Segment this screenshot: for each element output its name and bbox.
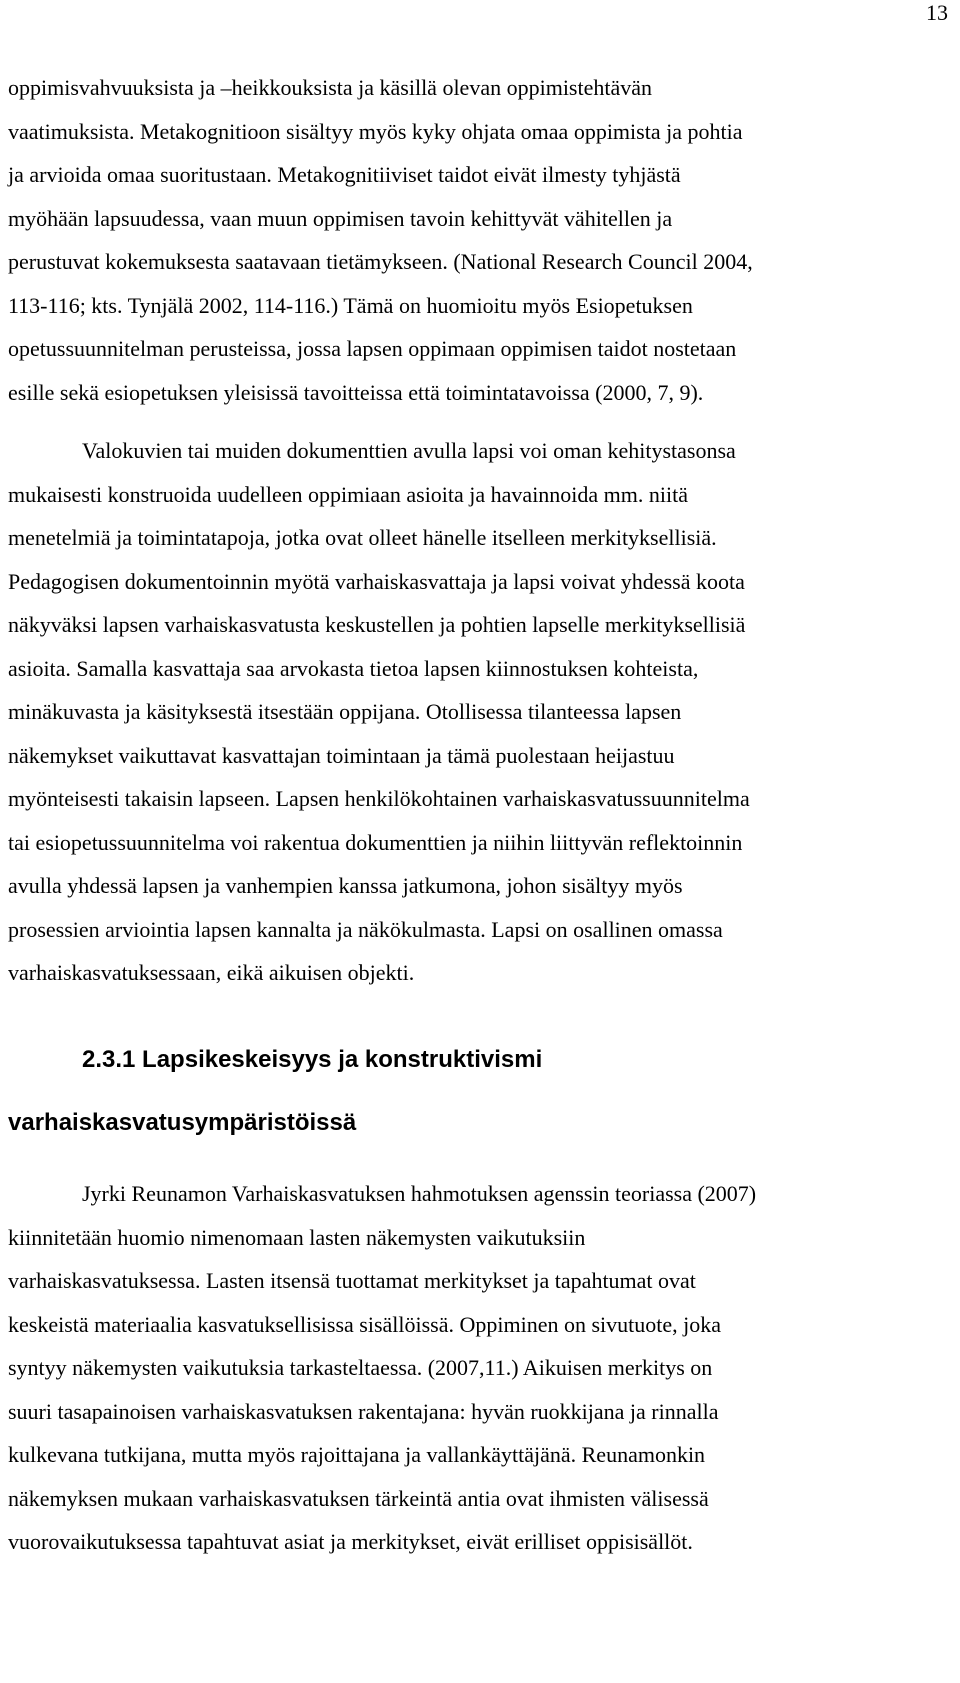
body-paragraph-2 [8,429,933,995]
text-line: myönteisesti takaisin lapseen. Lapsen henkilökohtainen varhaiskasvatussuunnitelma [8,786,750,811]
text-line: kulkevana tutkijana, mutta myös rajoittajana ja vallankäyttäjänä. Reunamonkin [8,1442,706,1467]
text-line: näkyväksi lapsen varhaiskasvatusta keskustellen ja pohtien lapselle merkityksellisiä [8,612,746,637]
text-line: suuri tasapainoisen varhaiskasvatuksen rakentajana: hyvän ruokkijana ja rinnalla [8,1398,719,1424]
text-line: varhaiskasvatuksessa. Lasten itsensä tuottamat merkitykset ja tapahtumat ovat [8,1268,696,1293]
text-line: avulla yhdessä lapsen ja vanhempien kanssa jatkumona, johon sisältyy myös [8,873,683,898]
text-line: oppimisvahvuuksista ja –heikkouksista ja käsillä olevan oppimistehtävän [8,75,653,100]
text-line: ja arvioida omaa suoritustaan. Metakognitiiviset taidot eivät ilmesty tyhjästä [8,162,681,187]
text-line: keskeistä materiaalia kasvatuksellisissa sisällöissä. Oppiminen on sivutuote, joka [8,1311,722,1337]
body-paragraph-1 [8,66,933,414]
text-line: näkemykset vaikuttavat kasvattajan toimintaan ja tämä puolestaan heijastuu [8,742,675,768]
text-line: kiinnitetään huomio nimenomaan lasten näkemysten vaikutuksiin [8,1224,586,1250]
text-line: prosessien arviointia lapsen kannalta ja näkökulmasta. Lapsi on osallinen omassa [8,916,723,942]
text-line: näkemyksen mukaan varhaiskasvatuksen tärkeintä antia ovat ihmisten välisessä [8,1485,709,1511]
text-line: vaatimuksista. Metakognitioon sisältyy myös kyky ohjata omaa oppimista ja pohtia [8,118,743,144]
text-line: varhaiskasvatuksessaan, eikä aikuisen objekti. [8,960,415,985]
text-line: esille sekä esiopetuksen yleisissä tavoitteissa että toimintatavoissa (2000, 7, 9). [8,379,704,405]
text-line: 113-116; kts. Tynjälä 2002, 114-116.) Tämä on huomioitu myös Esiopetuksen [8,292,693,318]
text-line: Valokuvien tai muiden dokumenttien avulla lapsi voi oman kehitystasonsa [82,438,736,463]
text-line: Pedagogisen dokumentoinnin myötä varhaiskasvattaja ja lapsi voivat yhdessä koota [8,568,745,594]
text-line: myöhään lapsuudessa, vaan muun oppimisen tavoin kehittyvät vähitellen ja [8,205,673,231]
text-line: tai esiopetussuunnitelma voi rakentua dokumenttien ja niihin liittyvän reflektoinnin [8,829,743,855]
text-line: perustuvat kokemuksesta saatavaan tietämykseen. (National Research Council 2004, [8,249,753,274]
page-number: 13 [926,0,948,25]
text-line: menetelmiä ja toimintatapoja, jotka ovat olleet hänelle itselleen merkityksellisiä. [8,525,717,550]
text-line: syntyy näkemysten vaikutuksia tarkasteltaessa. (2007,11.) Aikuisen merkitys on [8,1355,713,1380]
text-line: vuorovaikutuksessa tapahtuvat asiat ja merkitykset, eivät erilliset oppisisällöt. [8,1529,693,1554]
section-heading-line-2: varhaiskasvatusympäristöissä [8,1109,357,1136]
section-heading-line-1: 2.3.1 Lapsikeskeisyys ja konstruktivismi [82,1046,543,1073]
text-line: opetussuunnitelman perusteissa, jossa lapsen oppimaan oppimisen taidot nostetaan [8,336,737,361]
body-paragraph-3 [8,1172,933,1564]
text-line: minäkuvasta ja käsityksestä itsestään oppijana. Otollisessa tilanteessa lapsen [8,699,682,724]
text-line: Jyrki Reunamon Varhaiskasvatuksen hahmotuksen agenssin teoriassa (2007) [82,1181,757,1206]
text-line: mukaisesti konstruoida uudelleen oppimiaan asioita ja havainnoida mm. niitä [8,481,689,507]
text-line: asioita. Samalla kasvattaja saa arvokasta tietoa lapsen kiinnostuksen kohteista, [8,655,699,681]
